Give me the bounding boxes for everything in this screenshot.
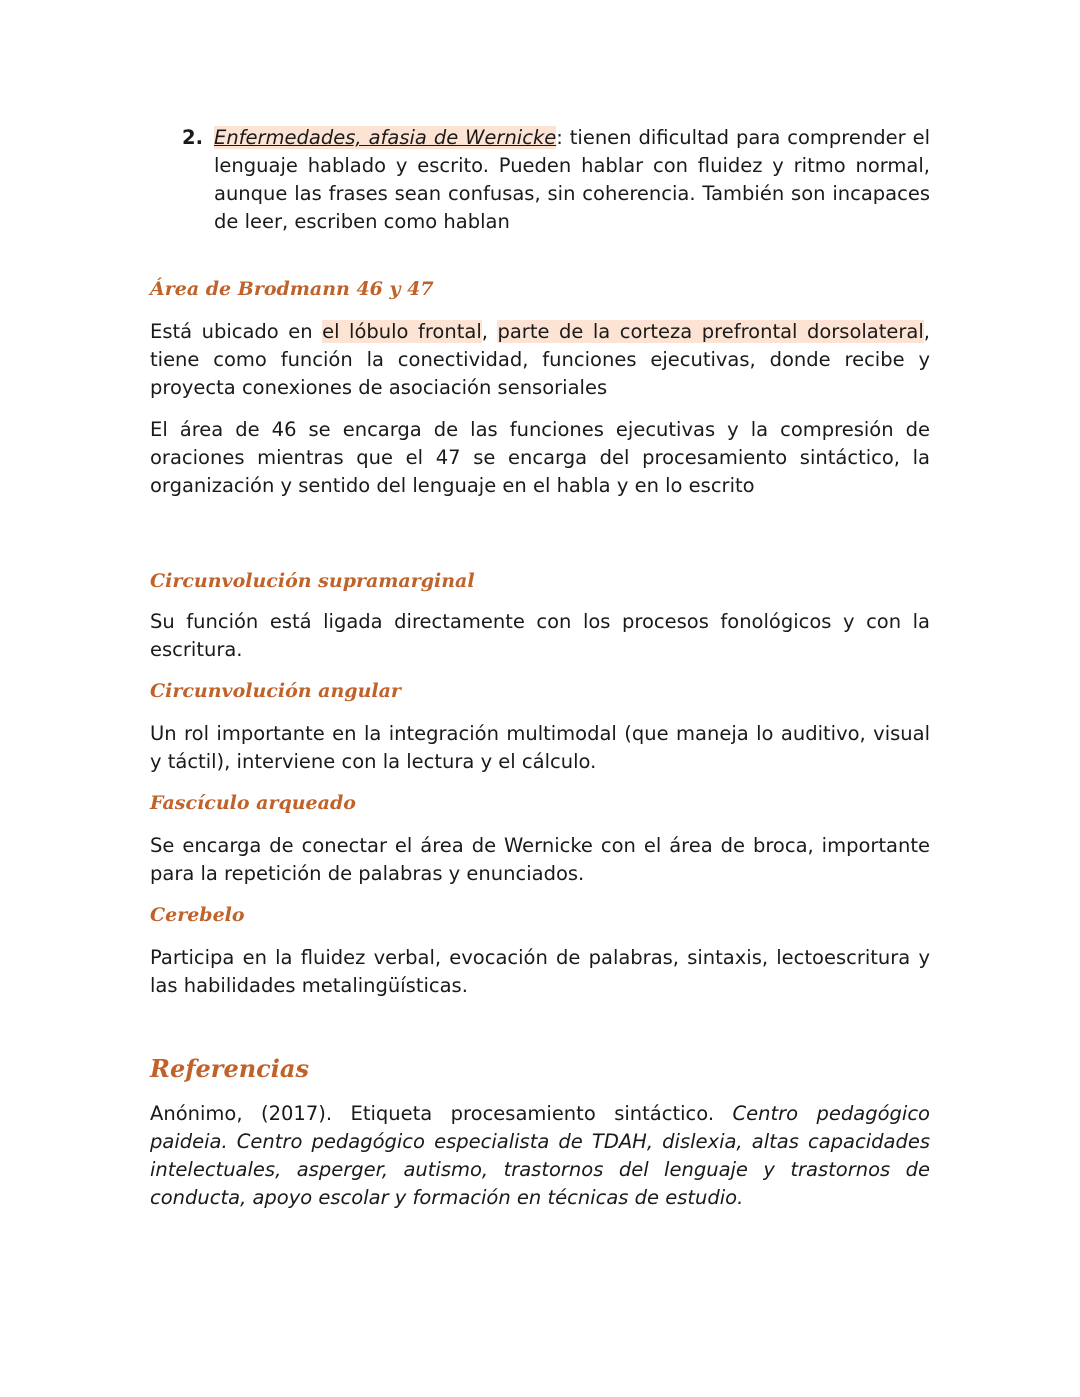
highlight-lobulo-frontal: el lóbulo frontal — [322, 320, 482, 343]
paragraph-brodmann-functions: El área de 46 se encarga de las funciones ejecutivas y la compresión de oraciones mientras que el 47 se encarga del procesamiento sintáctico, la organización y sentido del lenguaje en el habla y en lo escrito — [150, 418, 930, 497]
list-item-term: Enfermedades, afasia de Wernicke — [214, 126, 557, 149]
list-number: 2. — [182, 126, 203, 149]
paragraph-cerebelo: Participa en la fluidez verbal, evocación de palabras, sintaxis, lectoescritura y las habilidades metalingüísticas. — [150, 946, 930, 997]
paragraph-supramarginal: Su función está ligada directamente con los procesos fonológicos y con la escritura. — [150, 610, 930, 661]
list-item-wernicke — [150, 124, 930, 236]
heading-angular: Circunvolución angular — [150, 680, 401, 702]
heading-supramarginal: Circunvolución supramarginal — [150, 570, 475, 592]
heading-referencias: Referencias — [150, 1054, 309, 1083]
highlight-corteza-prefrontal: parte de la corteza prefrontal dorsolateral — [497, 320, 924, 343]
heading-fasciculo: Fascículo arqueado — [150, 792, 356, 814]
paragraph-brodmann-location — [150, 318, 930, 402]
brodmann-intro: Está ubicado en — [150, 320, 323, 343]
reference-author: Anónimo, (2017). Etiqueta procesamiento sintáctico. — [150, 1102, 733, 1125]
document-page — [150, 124, 930, 1212]
brodmann-rest: , tiene como función la conectividad, funciones ejecutivas, donde recibe y proyecta conexiones de asociación sensoriales — [150, 320, 930, 399]
paragraph-angular: Un rol importante en la integración multimodal (que maneja lo auditivo, visual y táctil), interviene con la lectura y el cálculo. — [150, 722, 930, 773]
reference-entry — [150, 1100, 930, 1212]
paragraph-fasciculo: Se encarga de conectar el área de Wernicke con el área de broca, importante para la repetición de palabras y enunciados. — [150, 834, 930, 885]
brodmann-comma: , — [481, 320, 498, 343]
list-item-text: : tienen dificultad para comprender el lenguaje hablado y escrito. Pueden hablar con fluidez y ritmo normal, aunque las frases sean confusas, sin coherencia. También son incapaces de leer, escriben como hablan — [214, 126, 930, 233]
heading-cerebelo: Cerebelo — [150, 904, 245, 926]
reference-source: Centro pedagógico paideia. Centro pedagógico especialista de TDAH, dislexia, altas capacidades intelectuales, asperger, autismo, trastornos del lenguaje y trastornos de conducta, apoyo escolar y formación en técnicas de estudio. — [150, 1102, 930, 1209]
heading-brodmann: Área de Brodmann 46 y 47 — [150, 278, 434, 300]
